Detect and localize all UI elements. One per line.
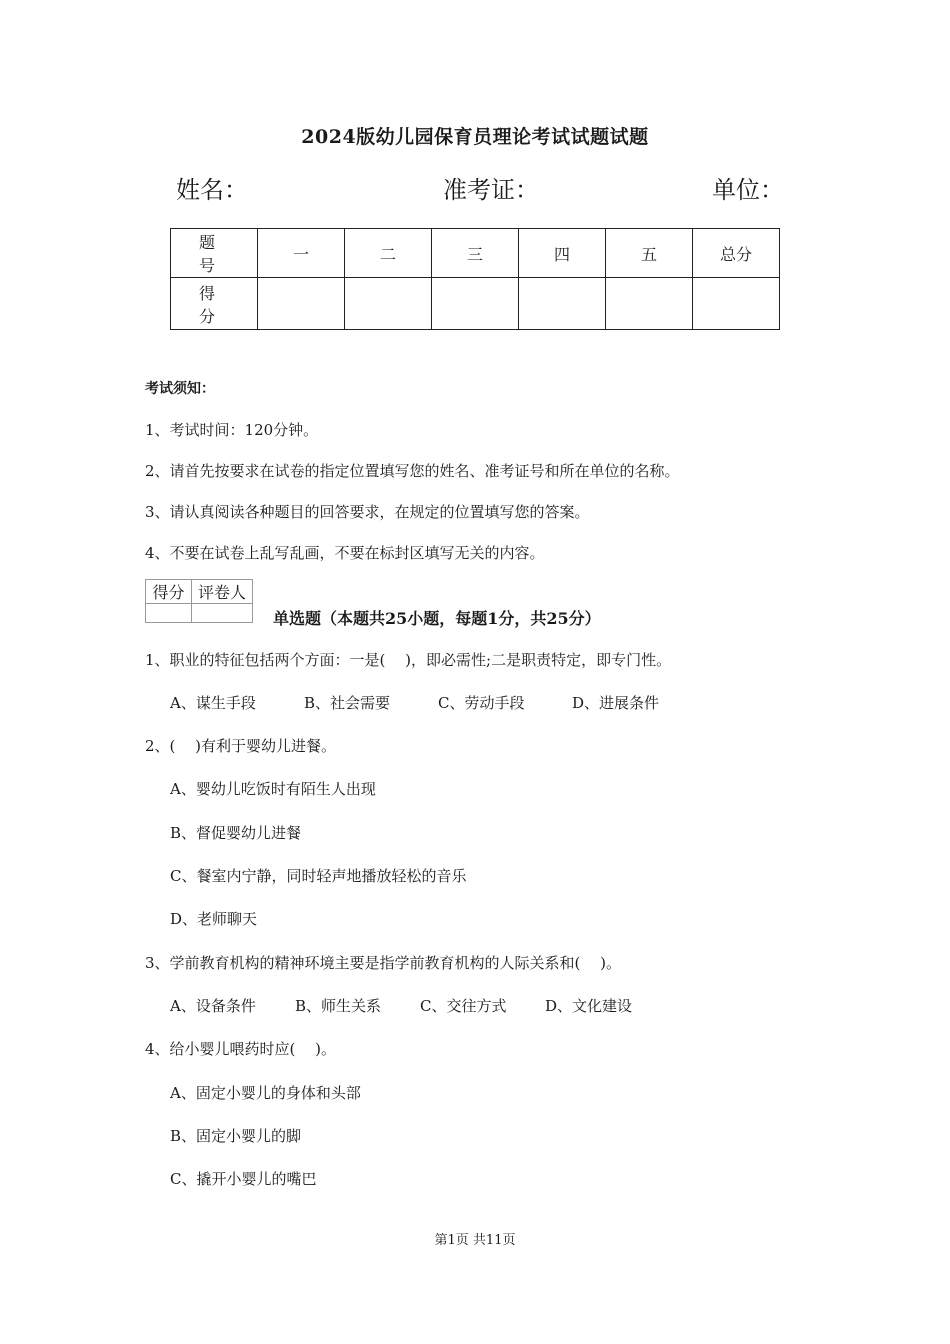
option[interactable]: B、师生关系 <box>295 997 382 1015</box>
options-row <box>170 995 632 1016</box>
option[interactable]: B、督促婴幼儿进餐 <box>170 824 302 842</box>
score-table-header-cell: 四 <box>519 229 606 278</box>
score-table-header-cell: 五 <box>606 229 693 278</box>
score-table <box>170 228 780 330</box>
score-table-header-cell: 三 <box>432 229 519 278</box>
option[interactable]: C、餐室内宁静，同时轻声地播放轻松的音乐 <box>170 867 467 885</box>
score-cell[interactable] <box>345 278 432 330</box>
option[interactable]: C、交往方式 <box>420 997 507 1015</box>
score-cell[interactable] <box>258 278 345 330</box>
grader-score-cell[interactable] <box>146 604 192 623</box>
name-label: 姓名： <box>176 176 248 204</box>
score-cell[interactable] <box>432 278 519 330</box>
score-table-header-cell: 二 <box>345 229 432 278</box>
grader-reviewer-cell[interactable] <box>192 604 253 623</box>
score-cell[interactable] <box>693 278 780 330</box>
options-row <box>170 692 659 713</box>
score-table-score-row <box>171 278 780 330</box>
option[interactable]: D、进展条件 <box>572 694 660 712</box>
question-text: 3、学前教育机构的精神环境主要是指学前教育机构的人际关系和( )。 <box>145 954 622 972</box>
note-item: 1、考试时间：120分钟。 <box>145 421 319 439</box>
note-item: 4、不要在试卷上乱写乱画，不要在标封区填写无关的内容。 <box>145 544 545 562</box>
note-item: 3、请认真阅读各种题目的回答要求，在规定的位置填写您的答案。 <box>145 503 590 521</box>
question-text: 1、职业的特征包括两个方面：一是( )，即必需性;二是职责特定，即专门性。 <box>145 651 672 669</box>
option[interactable]: A、婴幼儿吃饭时有陌生人出现 <box>170 780 376 798</box>
score-table-header-cell: 总分 <box>693 229 780 278</box>
unit-label: 单位： <box>712 176 784 204</box>
score-cell[interactable] <box>519 278 606 330</box>
option[interactable]: C、撬开小婴儿的嘴巴 <box>170 1170 317 1188</box>
grader-box <box>145 579 253 623</box>
notes-heading: 考试须知： <box>145 381 215 397</box>
score-cell[interactable] <box>606 278 693 330</box>
option[interactable]: A、谋生手段 <box>170 694 256 712</box>
option[interactable]: B、固定小婴儿的脚 <box>170 1127 302 1145</box>
grader-reviewer-label: 评卷人 <box>192 580 253 604</box>
option[interactable]: C、劳动手段 <box>438 694 525 712</box>
grader-score-label: 得分 <box>146 580 192 604</box>
score-table-score-label: 得 分 <box>171 278 258 330</box>
page-title: 2024版幼儿园保育员理论考试试题试题 <box>301 126 649 148</box>
option[interactable]: A、固定小婴儿的身体和头部 <box>170 1084 361 1102</box>
section-title: 单选题（本题共25小题，每题1分，共25分） <box>273 609 601 628</box>
score-table-header-cell: 一 <box>258 229 345 278</box>
page-footer: 第1页 共11页 <box>434 1233 516 1248</box>
option[interactable]: A、设备条件 <box>170 997 256 1015</box>
score-table-header-row <box>171 229 780 278</box>
option[interactable]: D、文化建设 <box>545 997 633 1015</box>
score-table-header-label: 题 号 <box>171 229 258 278</box>
exam-id-label: 准考证： <box>443 176 539 204</box>
note-item: 2、请首先按要求在试卷的指定位置填写您的姓名、准考证号和所在单位的名称。 <box>145 462 680 480</box>
question-text: 4、给小婴儿喂药时应( )。 <box>145 1040 337 1058</box>
question-text: 2、( )有利于婴幼儿进餐。 <box>145 737 337 755</box>
option[interactable]: D、老师聊天 <box>170 910 258 928</box>
option[interactable]: B、社会需要 <box>304 694 391 712</box>
